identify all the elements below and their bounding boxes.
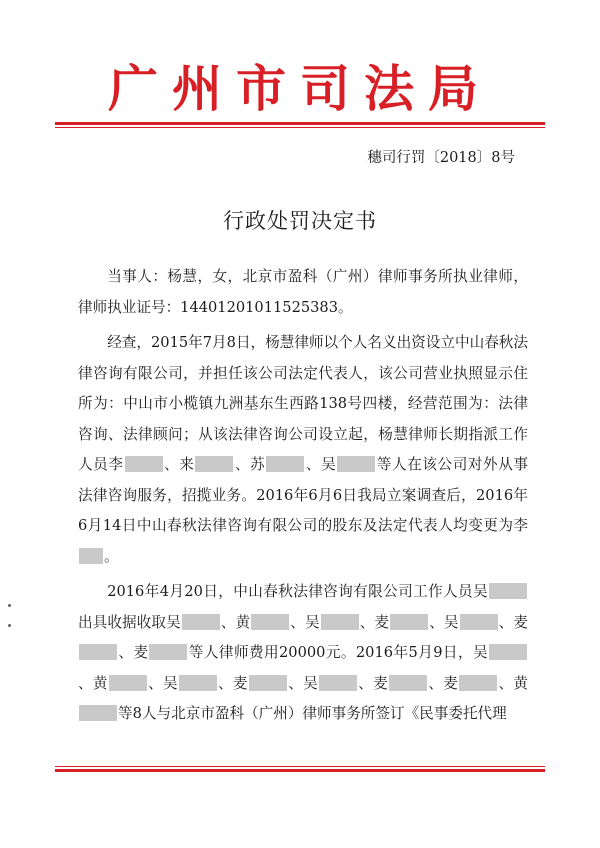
paragraph-party — [78, 262, 528, 323]
redaction-block — [337, 456, 375, 472]
redaction-block — [79, 548, 103, 564]
header-red-rule-thin — [55, 127, 545, 128]
redaction-block — [266, 456, 304, 472]
redaction-block — [182, 614, 220, 630]
scan-speck — [8, 624, 11, 627]
document-number: 穗司行罚〔2018〕8号 — [367, 150, 515, 166]
text-run: 、吴 — [147, 674, 178, 692]
redaction-block — [195, 456, 233, 472]
text-run: 等人在该公司对外从事法律咨询服务，招揽业务。2016年6月6日我局立案调查后，2016年6月14日中山春秋法律咨询有限公司的股东及法定代表人均变更为李 — [78, 456, 528, 534]
text-run: 等8人与北京市盈科（广州）律师事务所签订《民事委托代理 — [118, 705, 507, 722]
footer-red-rule-thick — [55, 769, 545, 772]
redaction-block — [489, 644, 527, 660]
text-run: 等人律师费用20000元。2016年5月9日，吴 — [188, 644, 488, 661]
text-run: 、吴 — [287, 674, 319, 692]
text-run: 经查，2015年7月8日，杨慧律师以个人名义出资设立中山春秋法律咨询有限公司，并担任该公司法定代表人，该公司营业执照显示住所为：中山市小榄镇九洲基东生西路138号四楼，经营范围为：法律咨询、法律顾问；从该法律咨询公司设立起，杨慧律师长期指派工作人员李 — [78, 334, 528, 473]
paragraph-findings — [78, 328, 528, 572]
redaction-block — [460, 614, 498, 630]
text-run: 、吴 — [305, 456, 337, 473]
paragraph-fees — [78, 577, 528, 730]
scan-speck — [8, 604, 11, 607]
redaction-block — [149, 644, 187, 660]
redaction-block — [249, 675, 287, 691]
header-red-rule-thick — [55, 122, 545, 125]
redaction-block — [489, 583, 527, 599]
text-run: 、麦 — [217, 674, 248, 692]
redaction-block — [179, 675, 217, 691]
text-run: 、麦 — [118, 644, 149, 661]
text-run: 、麦 — [498, 613, 528, 631]
text-run: 、麦 — [358, 674, 389, 692]
text-run: 出具收据收取吴 — [78, 613, 181, 631]
redaction-block — [109, 675, 147, 691]
text-run: 、麦 — [428, 674, 459, 692]
document-body — [78, 262, 528, 730]
redaction-block — [321, 614, 359, 630]
text-run: 、吴 — [429, 613, 459, 631]
text-run: 、来 — [163, 456, 195, 473]
redaction-block — [319, 675, 357, 691]
text-run: 当事人：杨慧，女，北京市盈科（广州）律师事务所执业律师，律师执业证号：14401201011525383。 — [78, 268, 528, 316]
footer-red-rule-thin — [55, 766, 545, 767]
text-run: 、苏 — [234, 456, 266, 473]
redaction-block — [79, 644, 117, 660]
text-run: 、黄 — [220, 613, 251, 631]
redaction-block — [251, 614, 289, 630]
redaction-block — [390, 614, 428, 630]
redaction-block — [459, 675, 497, 691]
text-run: 、吴 — [290, 613, 320, 631]
text-run: 。 — [104, 547, 119, 565]
redaction-block — [125, 456, 163, 472]
redaction-block — [79, 705, 117, 721]
text-run: 2016年4月20日，中山春秋法律咨询有限公司工作人员吴 — [107, 583, 488, 600]
text-run: 、黄 — [78, 674, 108, 692]
document-title: 行政处罚决定书 — [223, 209, 377, 233]
text-run: 、黄 — [498, 674, 528, 692]
redaction-block — [389, 675, 427, 691]
text-run: 、麦 — [359, 613, 390, 631]
org-header-title: 广州市司法局 — [108, 59, 492, 118]
